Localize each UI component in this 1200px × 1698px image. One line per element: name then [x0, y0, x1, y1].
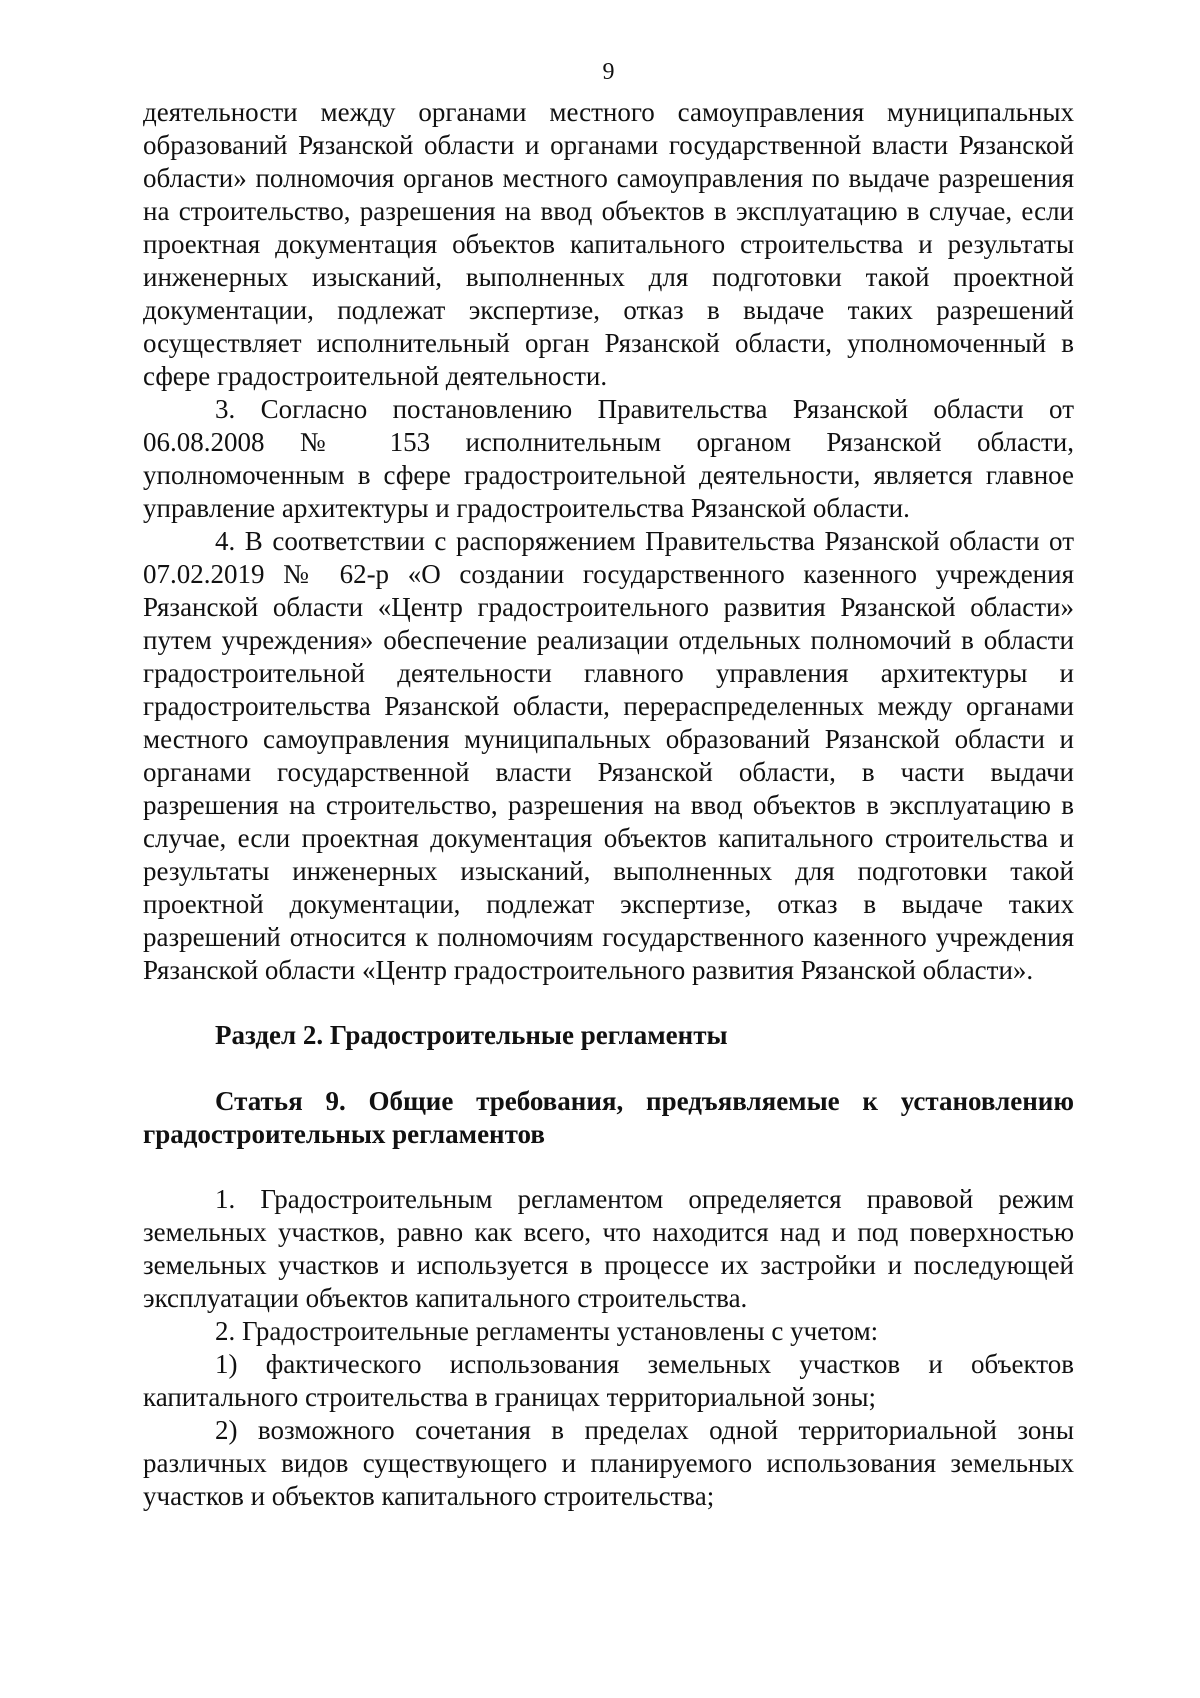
paragraph-continuation: деятельности между органами местного самоуправления муниципальных образований Рязанской области и органами государственной власти Рязанской области» полномочия органов местного самоуправления по выдаче разрешения на строительство, разрешения на ввод объектов в эксплуатацию в случае, если проектная документация объектов капитального строительства и результаты инженерных изысканий, выполненных для подготовки такой проектной документации, подлежат экспертизе, отказ в выдаче таких разрешений осуществляет исполнительный орган Рязанской области, уполномоченный в сфере градостроительной деятельности. [143, 97, 1074, 391]
spacer [143, 1052, 1074, 1085]
paragraph-subitem-1: 1) фактического использования земельных участков и объектов капитального строительства в границах территориальной зоны; [143, 1349, 1074, 1412]
spacer [143, 1151, 1074, 1183]
paragraph-subitem-2: 2) возможного сочетания в пределах одной территориальной зоны различных видов существующего и планируемого использования земельных участков и объектов капитального строительства; [143, 1415, 1074, 1511]
paragraph-article-item-2: 2. Градостроительные регламенты установлены с учетом: [215, 1316, 879, 1346]
spacer [143, 987, 1074, 1019]
article-title: Статья 9. Общие требования, предъявляемые к установлению градостроительных регламентов [143, 1086, 1074, 1149]
paragraph-article-item-1: 1. Градостроительным регламентом определяется правовой режим земельных участков, равно как всего, что находится над и под поверхностью земельных участков и используется в процессе их застройки и последующей эксплуатации объектов капитального строительства. [143, 1184, 1074, 1313]
page-number: 9 [602, 59, 615, 85]
section-title: Раздел 2. Градостроительные регламенты [215, 1020, 728, 1050]
paragraph-item-3: 3. Согласно постановлению Правительства Рязанской области от 06.08.2008 № 153 исполнительным органом Рязанской области, уполномоченным в сфере градостроительной деятельности, является главное управление архитектуры и градостроительства Рязанской области. [143, 394, 1074, 523]
paragraph-item-4: 4. В соответствии с распоряжением Правительства Рязанской области от 07.02.2019 № 62-р «О создании государственного казенного учреждения Рязанской области «Центр градостроительного развития Рязанской области» путем учреждения» обеспечение реализации отдельных полномочий в области градостроительной деятельности главного управления архитектуры и градостроительства Рязанской области, перераспределенных между органами местного самоуправления муниципальных образований Рязанской области и органами государственной власти Рязанской области, в части выдачи разрешения на строительство, разрешения на ввод объектов в эксплуатацию в случае, если проектная документация объектов капитального строительства и результаты инженерных изысканий, выполненных для подготовки такой проектной документации, подлежат экспертизе, отказ в выдаче таких разрешений относится к полномочиям государственного казенного учреждения Рязанской области «Центр градостроительного развития Рязанской области». [143, 526, 1074, 985]
